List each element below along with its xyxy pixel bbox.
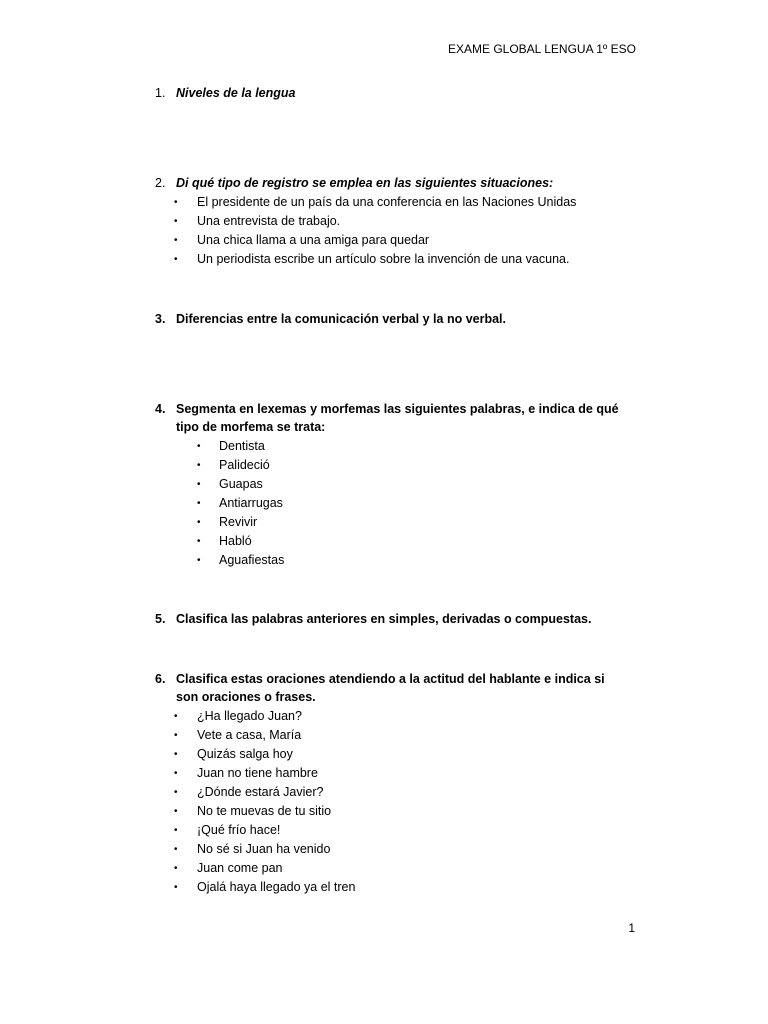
list-item: • Aguafiestas [155,551,625,570]
question-number: 5. [155,612,166,626]
bullet-icon: • [197,555,201,566]
list-item: • Revivir [155,513,625,532]
list-item: • Palideció [155,456,625,475]
bullet-icon: • [197,517,201,528]
bullet-icon: • [197,441,201,452]
bullet-icon: • [174,882,178,893]
page-number: 1 [628,921,635,935]
bullet-icon: • [174,711,178,722]
question-number: 6. [155,672,166,686]
bullet-icon: • [174,768,178,779]
bullet-icon: • [174,863,178,874]
question-number: 2. [155,176,166,190]
situation-list [155,193,625,269]
bullet-icon: • [174,730,178,741]
bullet-icon: • [197,479,201,490]
list-item: • ¡Qué frío hace! [155,821,625,840]
question-5 [155,610,625,628]
bullet-icon: • [197,498,201,509]
list-item: • Dentista [155,437,625,456]
list-item: • ¿Dónde estará Javier? [155,783,625,802]
bullet-icon: • [174,825,178,836]
bullet-icon: • [174,749,178,760]
bullet-icon: • [197,460,201,471]
question-number: 3. [155,312,166,326]
sentence-list [155,707,625,897]
list-item: • Antiarrugas [155,494,625,513]
bullet-icon: • [174,197,178,208]
question-2 [155,174,625,269]
bullet-icon: • [197,536,201,547]
bullet-icon: • [174,787,178,798]
list-item: • Juan no tiene hambre [155,764,625,783]
bullet-icon: • [174,216,178,227]
list-item: • El presidente de un país da una conferencia en las Naciones Unidas [155,193,625,212]
question-text: Niveles de la lengua [176,86,296,100]
question-text: Segmenta en lexemas y morfemas las siguientes palabras, e indica de qué tipo de morfema se trata: [176,402,619,434]
list-item: • Vete a casa, María [155,726,625,745]
list-item: • Quizás salga hoy [155,745,625,764]
question-text: Di qué tipo de registro se emplea en las siguientes situaciones: [176,176,554,190]
question-3 [155,310,625,328]
list-item: • ¿Ha llegado Juan? [155,707,625,726]
document-header: EXAME GLOBAL LENGUA 1º ESO [447,42,636,56]
list-item: • No te muevas de tu sitio [155,802,625,821]
question-text: Clasifica estas oraciones atendiendo a la actitud del hablante e indica si son oraciones o frases. [176,672,605,704]
list-item: • Un periodista escribe un artículo sobre la invención de una vacuna. [155,250,625,269]
question-text: Clasifica las palabras anteriores en simples, derivadas o compuestas. [176,612,592,626]
question-number: 4. [155,402,166,416]
bullet-icon: • [174,844,178,855]
bullet-icon: • [174,254,178,265]
bullet-icon: • [174,235,178,246]
list-item: • Ojalá haya llegado ya el tren [155,878,625,897]
question-4 [155,400,625,570]
question-1 [155,84,625,102]
list-item: • No sé si Juan ha venido [155,840,625,859]
bullet-icon: • [174,806,178,817]
list-item: • Una chica llama a una amiga para quedar [155,231,625,250]
list-item: • Juan come pan [155,859,625,878]
question-6 [155,670,625,897]
word-list [155,437,625,570]
list-item: • Habló [155,532,625,551]
list-item: • Guapas [155,475,625,494]
question-number: 1. [155,86,166,100]
question-text: Diferencias entre la comunicación verbal y la no verbal. [176,312,506,326]
list-item: • Una entrevista de trabajo. [155,212,625,231]
